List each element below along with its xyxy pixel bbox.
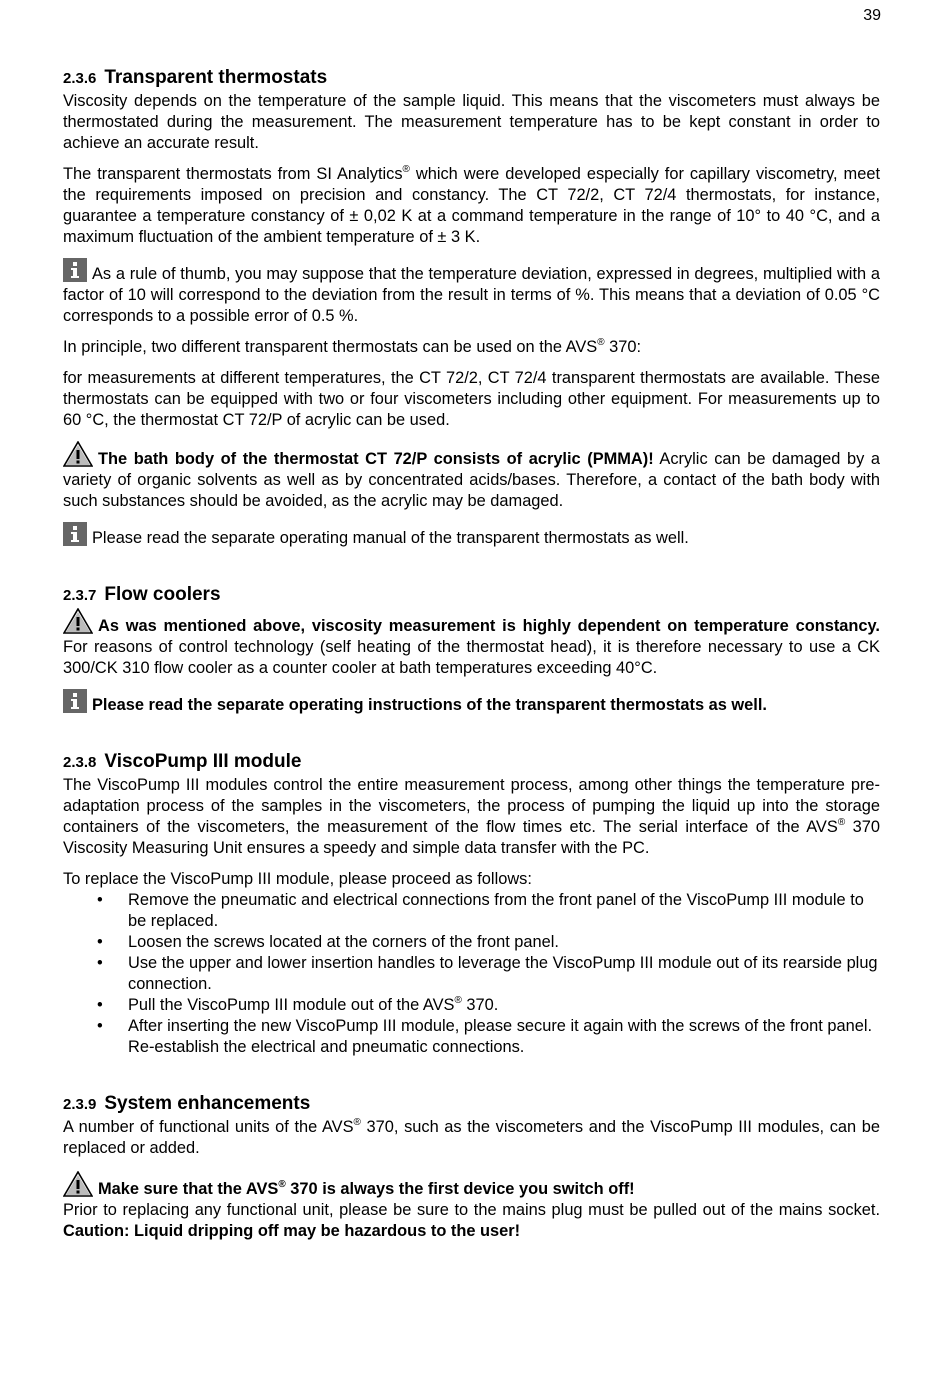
section-title: ViscoPump III module bbox=[104, 751, 302, 772]
info-icon bbox=[63, 689, 87, 713]
info-note bbox=[63, 522, 880, 549]
text-run-bold: Caution: Liquid dripping off may be hazardous to the user! bbox=[63, 1222, 521, 1240]
text-run: As a rule of thumb, you may suppose that the temperature deviation, expressed in degrees, multiplied with a factor of 10 will correspond to the deviation from the result in terms of %. This means that a deviation of 0.05 °C corresponds to a possible error of 0.5 %. bbox=[63, 265, 880, 325]
warning-icon bbox=[63, 608, 93, 634]
section-number: 2.3.8 bbox=[63, 754, 97, 771]
paragraph bbox=[63, 337, 880, 358]
text-run: Prior to replacing any functional unit, please be sure to the mains plug must be pulled out of the mains socket. bbox=[63, 1201, 880, 1219]
text-run: 370: bbox=[604, 338, 642, 356]
section-heading-2-3-8 bbox=[63, 750, 880, 775]
text-run: which were developed especially for capillary viscometry, meet the requirements imposed on precision and constancy. The CT 72/2, CT 72/4 thermostats, for instance, guarantee a temperature constancy of ± 0,02 K at a command temperature in the range of 10° to 40 °C, and a maximum fluctuation of the ambient temperature of ± 3 K. bbox=[63, 165, 880, 246]
list-item: • Remove the pneumatic and electrical connections from the front panel of the ViscoPump III module to be replaced. bbox=[128, 890, 880, 932]
warning-icon bbox=[63, 1171, 93, 1197]
text-run-bold: As was mentioned above, viscosity measurement is highly dependent on temperature constancy. bbox=[98, 617, 880, 635]
registered-mark: ® bbox=[353, 1117, 361, 1128]
text-run: In principle, two different transparent thermostats can be used on the AVS bbox=[63, 338, 598, 356]
text-run: A number of functional units of the AVS bbox=[63, 1118, 354, 1136]
registered-mark: ® bbox=[837, 817, 846, 828]
text-run-bold: Make sure that the AVS bbox=[98, 1180, 279, 1198]
list-item: • Loosen the screws located at the corners of the front panel. bbox=[128, 932, 880, 953]
paragraph bbox=[63, 1117, 880, 1159]
section-title: Transparent thermostats bbox=[104, 67, 328, 88]
paragraph bbox=[63, 164, 880, 248]
info-note bbox=[63, 689, 880, 716]
page-content bbox=[63, 66, 880, 1242]
page-number: 39 bbox=[863, 7, 881, 24]
section-heading-2-3-6 bbox=[63, 66, 880, 91]
paragraph: To replace the ViscoPump III module, please proceed as follows: bbox=[63, 870, 532, 888]
text-run: Please read the separate operating manual of the transparent thermostats as well. bbox=[92, 529, 689, 547]
registered-mark: ® bbox=[402, 164, 410, 175]
registered-mark: ® bbox=[597, 337, 605, 348]
section-heading-2-3-7 bbox=[63, 583, 880, 608]
section-title: Flow coolers bbox=[104, 584, 221, 605]
list-item bbox=[128, 995, 880, 1016]
section-number: 2.3.9 bbox=[63, 1096, 97, 1113]
text-run: 370, such as the viscometers and the ViscoPump III modules, can be replaced or added. bbox=[63, 1118, 880, 1157]
text-run-bold: Please read the separate operating instructions of the transparent thermostats as well. bbox=[92, 696, 767, 714]
paragraph bbox=[63, 775, 880, 859]
text-run: Pull the ViscoPump III module out of the AVS bbox=[128, 996, 455, 1014]
text-run-bold: 370 is always the first device you switch off! bbox=[285, 1180, 635, 1198]
paragraph: for measurements at different temperatures, the CT 72/2, CT 72/4 transparent thermostats are available. These thermostats can be equipped with two or four viscometers including other equipment. For measurements up to 60 °C, the thermostat CT 72/P of acrylic can be used. bbox=[63, 369, 880, 429]
section-number: 2.3.7 bbox=[63, 587, 97, 604]
list-item: • After inserting the new ViscoPump III module, please secure it again with the screws of the front panel. Re-establish the electrical and pneumatic connections. bbox=[128, 1016, 880, 1058]
text-run: For reasons of control technology (self heating of the thermostat head), it is therefore necessary to use a CK 300/CK 310 flow cooler as a counter cooler at bath temperatures exceeding 40°C. bbox=[63, 638, 880, 677]
text-run-bold: The bath body of the thermostat CT 72/P consists of acrylic (PMMA)! bbox=[98, 450, 654, 468]
text-run: The ViscoPump III modules control the entire measurement process, among other things the temperature pre-adaptation process of the samples in the viscometers, the process of pumping the liquid up into the storage containers of the viscometers, the measurement of the flow times etc. The serial interface of the AVS bbox=[63, 776, 880, 836]
warning-note bbox=[63, 1171, 880, 1200]
procedure-list bbox=[63, 890, 880, 1058]
section-number: 2.3.6 bbox=[63, 70, 97, 87]
info-icon bbox=[63, 522, 87, 546]
section-title: System enhancements bbox=[104, 1093, 311, 1114]
text-run: 370 Viscosity Measuring Unit ensures a speedy and simple data transfer with the PC. bbox=[63, 818, 881, 857]
text-run: 370. bbox=[461, 996, 499, 1014]
info-icon bbox=[63, 258, 87, 282]
text-run: The transparent thermostats from SI Analytics bbox=[63, 165, 403, 183]
paragraph bbox=[63, 1200, 880, 1242]
registered-mark: ® bbox=[278, 1179, 286, 1190]
info-note bbox=[63, 258, 880, 327]
warning-icon bbox=[63, 441, 93, 467]
warning-note bbox=[63, 608, 880, 679]
text-run: Acrylic can be damaged by a variety of organic solvents as well as by concentrated acids/bases. Therefore, a contact of the bath body with such substances should be avoided, as the acrylic may be damaged. bbox=[63, 450, 880, 510]
warning-note bbox=[63, 441, 880, 512]
list-item: • Use the upper and lower insertion handles to leverage the ViscoPump III module out of its rearside plug connection. bbox=[128, 953, 880, 995]
section-heading-2-3-9 bbox=[63, 1092, 880, 1117]
registered-mark: ® bbox=[454, 995, 462, 1006]
paragraph: Viscosity depends on the temperature of the sample liquid. This means that the viscometers must always be thermostated during the measurement. The measurement temperature has to be kept constant in order to achieve an accurate result. bbox=[63, 92, 880, 152]
